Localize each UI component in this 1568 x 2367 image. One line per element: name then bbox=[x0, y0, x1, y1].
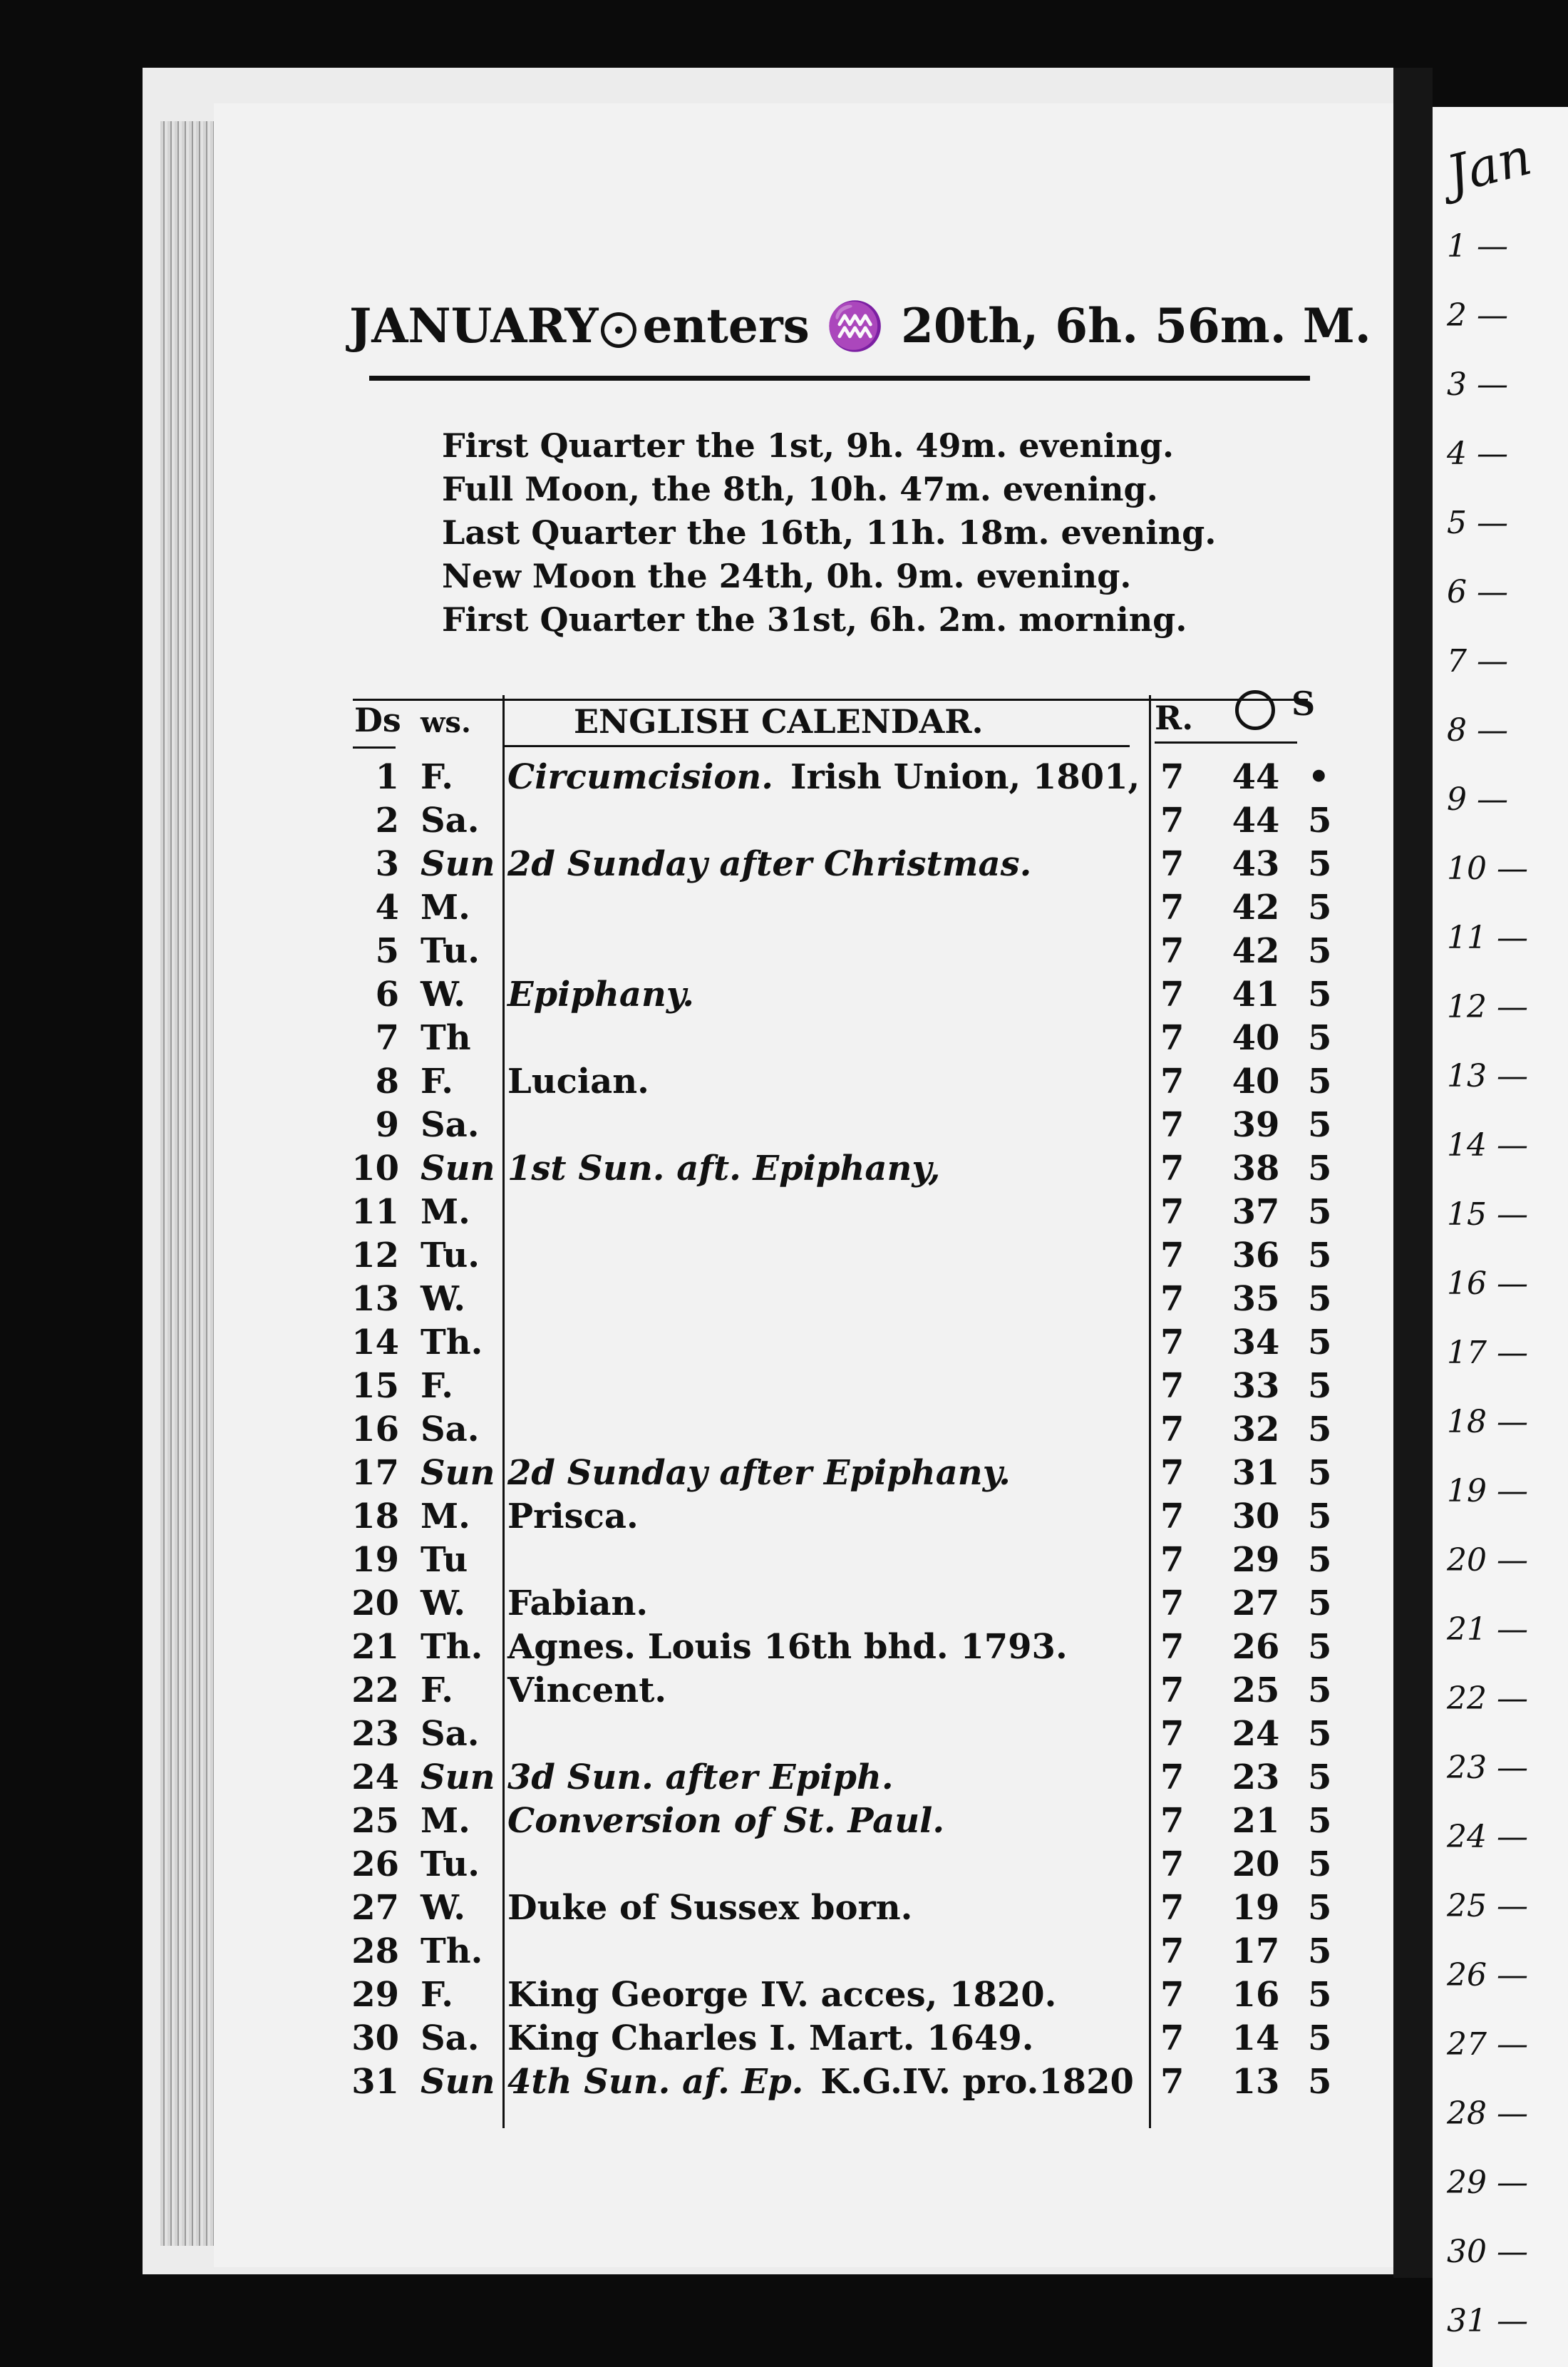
moon-phase: New Moon the 24th, 0h. 9m. evening. bbox=[442, 557, 1132, 595]
day-number: 20 bbox=[351, 1583, 399, 1623]
day-number: 10 bbox=[351, 1149, 399, 1188]
weekday: F. bbox=[421, 1062, 453, 1102]
sunrise-hour: 7 bbox=[1160, 2018, 1185, 2058]
day-number: 15 bbox=[351, 1366, 399, 1406]
handwritten-mark: 21 — bbox=[1447, 1611, 1528, 1648]
sunrise-minute: 25 bbox=[1232, 1670, 1280, 1710]
handwritten-mark: 10 — bbox=[1447, 851, 1528, 887]
event-text: Duke of Sussex born. bbox=[507, 1888, 913, 1928]
weekday: Th bbox=[421, 1018, 471, 1058]
weekday: Th. bbox=[421, 1323, 483, 1362]
handwritten-mark: 25 — bbox=[1447, 1888, 1528, 1924]
sunrise-minute: 41 bbox=[1232, 975, 1280, 1015]
handwritten-mark: 20 — bbox=[1447, 1542, 1528, 1578]
weekday: W. bbox=[421, 1583, 466, 1623]
sunset-hour: 5 bbox=[1308, 2062, 1332, 2102]
calendar-event bbox=[507, 1583, 648, 1623]
weekday: M. bbox=[421, 888, 470, 928]
calendar-event bbox=[507, 1801, 944, 1841]
handwritten-mark: 12 — bbox=[1447, 989, 1528, 1025]
sunset-hour: 5 bbox=[1308, 1670, 1332, 1710]
table-row bbox=[349, 1757, 1347, 1801]
sunset-hour: 5 bbox=[1308, 1714, 1332, 1754]
sun-icon bbox=[1235, 690, 1275, 730]
moon-phases bbox=[442, 424, 1216, 642]
calendar-event bbox=[507, 1888, 912, 1928]
sunrise-minute: 42 bbox=[1232, 888, 1280, 928]
sunset-hour: 5 bbox=[1308, 1888, 1332, 1928]
table-row bbox=[349, 1192, 1347, 1236]
sunset-hour: 5 bbox=[1308, 1323, 1332, 1362]
sunrise-hour: 7 bbox=[1160, 1366, 1185, 1406]
calendar-event bbox=[507, 1453, 1011, 1493]
sunrise-hour: 7 bbox=[1160, 1670, 1185, 1710]
sunrise-hour: 7 bbox=[1160, 1453, 1185, 1493]
weekday: F. bbox=[421, 1975, 453, 2015]
day-number: 14 bbox=[351, 1323, 399, 1362]
sunset-hour: 5 bbox=[1308, 1279, 1332, 1319]
sunrise-hour: 7 bbox=[1160, 1410, 1185, 1449]
sunrise-minute: 40 bbox=[1232, 1062, 1280, 1102]
sunrise-minute: 38 bbox=[1232, 1149, 1280, 1188]
calendar-event bbox=[507, 975, 694, 1015]
sunrise-hour: 7 bbox=[1160, 1236, 1185, 1275]
handwritten-mark: 29 — bbox=[1447, 2165, 1528, 2201]
sunrise-minute: 42 bbox=[1232, 931, 1280, 971]
sunrise-minute: 35 bbox=[1232, 1279, 1280, 1319]
table-row bbox=[349, 1931, 1347, 1975]
calendar-event bbox=[507, 1975, 1056, 2015]
handwritten-mark: 30 — bbox=[1447, 2234, 1528, 2270]
event-text: Lucian. bbox=[507, 1062, 649, 1102]
sunrise-minute: 19 bbox=[1232, 1888, 1280, 1928]
table-row bbox=[349, 2062, 1347, 2105]
handwritten-mark: 13 — bbox=[1447, 1058, 1528, 1094]
day-number: 24 bbox=[351, 1757, 399, 1797]
sunrise-hour: 7 bbox=[1160, 1583, 1185, 1623]
sunrise-hour: 7 bbox=[1160, 888, 1185, 928]
handwritten-mark: 11 — bbox=[1447, 920, 1528, 956]
table-row bbox=[349, 844, 1347, 888]
sunset-hour: 5 bbox=[1308, 1018, 1332, 1058]
weekday: Sa. bbox=[421, 1105, 480, 1145]
sunrise-hour: 7 bbox=[1160, 1192, 1185, 1232]
sunrise-minute: 40 bbox=[1232, 1018, 1280, 1058]
sunrise-hour: 7 bbox=[1160, 1844, 1185, 1884]
moon-phase: First Quarter the 31st, 6h. 2m. morning. bbox=[442, 600, 1187, 639]
sunrise-minute: 17 bbox=[1232, 1931, 1280, 1971]
handwritten-mark: 4 — bbox=[1447, 436, 1508, 472]
event-text: Fabian. bbox=[507, 1583, 649, 1623]
handwritten-mark: 9 — bbox=[1447, 781, 1508, 818]
calendar-event bbox=[507, 757, 1140, 797]
sunrise-minute: 29 bbox=[1232, 1540, 1280, 1580]
handwritten-mark: 22 — bbox=[1447, 1680, 1528, 1717]
sunset-hour: 5 bbox=[1308, 1236, 1332, 1275]
header-rule bbox=[502, 745, 1130, 747]
handwritten-mark: 7 — bbox=[1447, 643, 1508, 679]
day-number: 21 bbox=[351, 1627, 399, 1667]
weekday: Sun bbox=[421, 2062, 495, 2102]
sun-symbol-icon bbox=[601, 312, 636, 348]
handwritten-mark: 28 — bbox=[1447, 2095, 1528, 2132]
table-row bbox=[349, 1236, 1347, 1279]
handwritten-mark: 3 — bbox=[1447, 366, 1508, 403]
table-row bbox=[349, 1496, 1347, 1540]
sunrise-minute: 30 bbox=[1232, 1496, 1280, 1536]
table-row bbox=[349, 1801, 1347, 1844]
weekday: Sa. bbox=[421, 1714, 480, 1754]
sunrise-minute: 13 bbox=[1232, 2062, 1280, 2102]
sunrise-minute: 43 bbox=[1232, 844, 1280, 884]
sunrise-hour: 7 bbox=[1160, 1888, 1185, 1928]
day-number: 12 bbox=[351, 1236, 399, 1275]
weekday: M. bbox=[421, 1192, 470, 1232]
sunset-hour: 5 bbox=[1308, 1192, 1332, 1232]
sunset-hour: 5 bbox=[1308, 1062, 1332, 1102]
event-text: Irish Union, 1801, bbox=[790, 757, 1140, 797]
calendar-event bbox=[507, 2062, 1134, 2102]
title-rule bbox=[369, 376, 1310, 381]
table-row bbox=[349, 1540, 1347, 1583]
page-title bbox=[349, 298, 1371, 354]
day-number: 22 bbox=[351, 1670, 399, 1710]
weekday: F. bbox=[421, 757, 453, 797]
day-number: 30 bbox=[351, 2018, 399, 2058]
table-row bbox=[349, 931, 1347, 975]
handwritten-mark: 1 — bbox=[1447, 228, 1508, 265]
day-number: 25 bbox=[351, 1801, 399, 1841]
weekday: W. bbox=[421, 975, 466, 1015]
handwritten-mark: 27 — bbox=[1447, 2026, 1528, 2063]
table-row bbox=[349, 1888, 1347, 1931]
day-number: 8 bbox=[375, 1062, 399, 1102]
sunrise-hour: 7 bbox=[1160, 1018, 1185, 1058]
sunrise-hour: 7 bbox=[1160, 1323, 1185, 1362]
event-italic: 4th Sun. af. Ep. bbox=[507, 2062, 804, 2102]
weekday: Sa. bbox=[421, 2018, 480, 2058]
sunset-hour: 5 bbox=[1308, 1453, 1332, 1493]
sunrise-minute: 39 bbox=[1232, 1105, 1280, 1145]
handwritten-mark: 6 — bbox=[1447, 574, 1508, 610]
book-spine bbox=[1393, 68, 1433, 2278]
table-row bbox=[349, 975, 1347, 1018]
sunrise-hour: 7 bbox=[1160, 1627, 1185, 1667]
day-number: 27 bbox=[351, 1888, 399, 1928]
table-row bbox=[349, 1627, 1347, 1670]
weekday: Tu. bbox=[421, 931, 480, 971]
sunrise-minute: 21 bbox=[1232, 1801, 1280, 1841]
event-text: King George IV. acces, 1820. bbox=[507, 1975, 1057, 2015]
calendar-event bbox=[507, 1062, 649, 1102]
handwritten-mark: 24 — bbox=[1447, 1819, 1528, 1855]
table-row bbox=[349, 1583, 1347, 1627]
handwritten-mark: 17 — bbox=[1447, 1335, 1528, 1371]
sunset-hour: 5 bbox=[1308, 1627, 1332, 1667]
table-row bbox=[349, 757, 1347, 801]
sunset-hour: • bbox=[1308, 757, 1330, 797]
day-number: 6 bbox=[375, 975, 399, 1015]
event-text: Agnes. Louis 16th bhd. 1793. bbox=[507, 1627, 1068, 1667]
sunrise-minute: 37 bbox=[1232, 1192, 1280, 1232]
sunset-hour: 5 bbox=[1308, 1931, 1332, 1971]
event-italic: 3d Sun. after Epiph. bbox=[507, 1757, 894, 1797]
header-rule bbox=[353, 746, 396, 749]
sunrise-hour: 7 bbox=[1160, 844, 1185, 884]
sunrise-hour: 7 bbox=[1160, 757, 1185, 797]
calendar-event bbox=[507, 1627, 1068, 1667]
event-text: King Charles I. Mart. 1649. bbox=[507, 2018, 1034, 2058]
table-row bbox=[349, 1410, 1347, 1453]
handwritten-mark: 26 — bbox=[1447, 1957, 1528, 1993]
sunrise-hour: 7 bbox=[1160, 1975, 1185, 2015]
sunset-hour: 5 bbox=[1308, 1366, 1332, 1406]
day-number: 18 bbox=[351, 1496, 399, 1536]
sunrise-hour: 7 bbox=[1160, 2062, 1185, 2102]
event-text: Vincent. bbox=[507, 1670, 667, 1710]
table-row bbox=[349, 1844, 1347, 1888]
table-row bbox=[349, 1366, 1347, 1410]
sunrise-hour: 7 bbox=[1160, 1496, 1185, 1536]
day-number: 23 bbox=[351, 1714, 399, 1754]
handwritten-mark: 31 — bbox=[1447, 2303, 1528, 2339]
moon-phase: First Quarter the 1st, 9h. 49m. evening. bbox=[442, 426, 1175, 465]
sunrise-hour: 7 bbox=[1160, 801, 1185, 841]
weekday: Sa. bbox=[421, 1410, 480, 1449]
sunrise-hour: 7 bbox=[1160, 931, 1185, 971]
sunset-hour: 5 bbox=[1308, 1757, 1332, 1797]
sunrise-hour: 7 bbox=[1160, 1714, 1185, 1754]
handwritten-mark: 5 — bbox=[1447, 505, 1508, 541]
calendar-event bbox=[507, 1670, 666, 1710]
weekday: F. bbox=[421, 1670, 453, 1710]
weekday: Tu bbox=[421, 1540, 468, 1580]
sunrise-minute: 44 bbox=[1232, 801, 1280, 841]
sunrise-minute: 20 bbox=[1232, 1844, 1280, 1884]
calendar-event bbox=[507, 844, 1031, 884]
sunset-hour: 5 bbox=[1308, 1975, 1332, 2015]
table-row bbox=[349, 1453, 1347, 1496]
sunset-hour: 5 bbox=[1308, 1149, 1332, 1188]
handwritten-mark: 19 — bbox=[1447, 1473, 1528, 1509]
day-number: 4 bbox=[375, 888, 399, 928]
table-row bbox=[349, 1670, 1347, 1714]
table-row bbox=[349, 1323, 1347, 1366]
handwritten-mark: 15 — bbox=[1447, 1196, 1528, 1233]
table-row bbox=[349, 1279, 1347, 1323]
weekday: Tu. bbox=[421, 1844, 480, 1884]
day-number: 29 bbox=[351, 1975, 399, 2015]
handwritten-mark: 16 — bbox=[1447, 1265, 1528, 1302]
sunset-hour: 5 bbox=[1308, 2018, 1332, 2058]
calendar-event bbox=[507, 2018, 1033, 2058]
handwritten-mark: 18 — bbox=[1447, 1404, 1528, 1440]
table-row bbox=[349, 1018, 1347, 1062]
header-rises: R. bbox=[1155, 699, 1194, 737]
header-weekday: ws. bbox=[421, 706, 471, 739]
sunrise-minute: 26 bbox=[1232, 1627, 1280, 1667]
table-row bbox=[349, 801, 1347, 844]
event-italic: 2d Sunday after Christmas. bbox=[507, 844, 1032, 884]
sunrise-minute: 36 bbox=[1232, 1236, 1280, 1275]
weekday: Sa. bbox=[421, 801, 480, 841]
event-italic: Circumcision. bbox=[507, 757, 773, 797]
event-italic: Epiphany. bbox=[507, 975, 694, 1015]
sunset-hour: 5 bbox=[1308, 1583, 1332, 1623]
weekday: Sun bbox=[421, 1149, 495, 1188]
day-number: 9 bbox=[375, 1105, 399, 1145]
header-day: Ds bbox=[354, 701, 401, 739]
table-row bbox=[349, 1714, 1347, 1757]
sunrise-minute: 32 bbox=[1232, 1410, 1280, 1449]
weekday: Sun bbox=[421, 1757, 495, 1797]
day-number: 17 bbox=[351, 1453, 399, 1493]
weekday: W. bbox=[421, 1279, 466, 1319]
sunrise-hour: 7 bbox=[1160, 1801, 1185, 1841]
calendar-event bbox=[507, 1757, 894, 1797]
sunrise-minute: 16 bbox=[1232, 1975, 1280, 2015]
weekday: Sun bbox=[421, 844, 495, 884]
sunset-hour: 5 bbox=[1308, 1410, 1332, 1449]
day-number: 7 bbox=[375, 1018, 399, 1058]
sunrise-hour: 7 bbox=[1160, 1062, 1185, 1102]
moon-phase: Full Moon, the 8th, 10h. 47m. evening. bbox=[442, 470, 1158, 508]
table-row bbox=[349, 2018, 1347, 2062]
day-number: 28 bbox=[351, 1931, 399, 1971]
handwritten-mark: 8 — bbox=[1447, 712, 1508, 749]
weekday: W. bbox=[421, 1888, 466, 1928]
title-rest: enters ♒ 20th, 6h. 56m. M. bbox=[642, 298, 1371, 354]
table-row bbox=[349, 1149, 1347, 1192]
day-number: 11 bbox=[351, 1192, 399, 1232]
sunrise-minute: 34 bbox=[1232, 1323, 1280, 1362]
sunrise-hour: 7 bbox=[1160, 1540, 1185, 1580]
sunset-hour: 5 bbox=[1308, 1496, 1332, 1536]
day-number: 13 bbox=[351, 1279, 399, 1319]
calendar-event bbox=[507, 1496, 639, 1536]
sunrise-minute: 27 bbox=[1232, 1583, 1280, 1623]
handwritten-mark: Jan bbox=[1440, 125, 1537, 205]
sunset-hour: 5 bbox=[1308, 975, 1332, 1015]
table-row bbox=[349, 1105, 1347, 1149]
table-row bbox=[349, 888, 1347, 931]
handwritten-mark: 23 — bbox=[1447, 1750, 1528, 1786]
event-italic: Conversion of St. Paul. bbox=[507, 1801, 945, 1841]
moon-phase: Last Quarter the 16th, 11h. 18m. evening. bbox=[442, 513, 1217, 552]
sunrise-hour: 7 bbox=[1160, 1149, 1185, 1188]
sunrise-minute: 24 bbox=[1232, 1714, 1280, 1754]
weekday: Tu. bbox=[421, 1236, 480, 1275]
weekday: Th. bbox=[421, 1627, 483, 1667]
event-italic: 2d Sunday after Epiphany. bbox=[507, 1453, 1011, 1493]
day-number: 26 bbox=[351, 1844, 399, 1884]
page-stack-edge bbox=[160, 121, 214, 2246]
month-name: JANUARY bbox=[349, 298, 599, 354]
table-row bbox=[349, 1062, 1347, 1105]
weekday: Th. bbox=[421, 1931, 483, 1971]
sunset-hour: 5 bbox=[1308, 1801, 1332, 1841]
sunset-hour: 5 bbox=[1308, 888, 1332, 928]
handwritten-mark: 14 — bbox=[1447, 1127, 1528, 1164]
day-number: 16 bbox=[351, 1410, 399, 1449]
day-number: 31 bbox=[351, 2062, 399, 2102]
day-number: 1 bbox=[375, 757, 399, 797]
sunrise-minute: 31 bbox=[1232, 1453, 1280, 1493]
header-rule bbox=[1155, 741, 1297, 744]
sunrise-minute: 14 bbox=[1232, 2018, 1280, 2058]
day-number: 19 bbox=[351, 1540, 399, 1580]
event-italic: 1st Sun. aft. Epiphany, bbox=[507, 1149, 941, 1188]
sunrise-hour: 7 bbox=[1160, 1279, 1185, 1319]
sunrise-minute: 23 bbox=[1232, 1757, 1280, 1797]
day-number: 5 bbox=[375, 931, 399, 971]
event-text: Prisca. bbox=[507, 1496, 639, 1536]
sunset-hour: 5 bbox=[1308, 844, 1332, 884]
event-text: K.G.IV. pro.1820 bbox=[820, 2062, 1134, 2102]
day-number: 3 bbox=[375, 844, 399, 884]
table-row bbox=[349, 1975, 1347, 2018]
calendar-event bbox=[507, 1149, 940, 1188]
sunrise-minute: 33 bbox=[1232, 1366, 1280, 1406]
sunrise-hour: 7 bbox=[1160, 1105, 1185, 1145]
sunset-hour: 5 bbox=[1308, 1844, 1332, 1884]
sunrise-hour: 7 bbox=[1160, 1757, 1185, 1797]
weekday: M. bbox=[421, 1801, 470, 1841]
sunrise-hour: 7 bbox=[1160, 1931, 1185, 1971]
weekday: Sun bbox=[421, 1453, 495, 1493]
header-calendar: ENGLISH CALENDAR. bbox=[574, 702, 984, 741]
sunset-hour: 5 bbox=[1308, 931, 1332, 971]
weekday: F. bbox=[421, 1366, 453, 1406]
sunset-hour: 5 bbox=[1308, 801, 1332, 841]
sunset-hour: 5 bbox=[1308, 1105, 1332, 1145]
sunrise-hour: 7 bbox=[1160, 975, 1185, 1015]
day-number: 2 bbox=[375, 801, 399, 841]
sunset-hour: 5 bbox=[1308, 1540, 1332, 1580]
weekday: M. bbox=[421, 1496, 470, 1536]
handwritten-mark: 2 — bbox=[1447, 297, 1508, 334]
sunrise-minute: 44 bbox=[1232, 757, 1280, 797]
header-sets: S bbox=[1291, 684, 1316, 723]
